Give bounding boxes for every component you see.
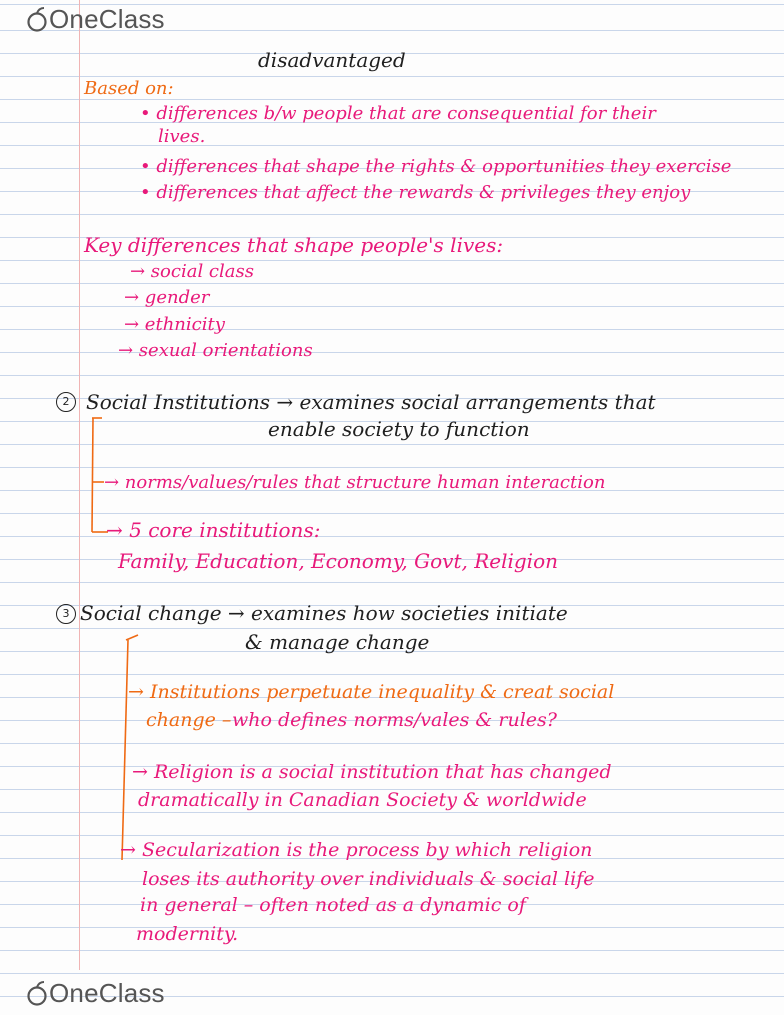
based-on-bullet-3: • differences that affect the rewards & privileges they enjoy xyxy=(140,184,690,202)
social-change-point-3-cont-2: in general – often noted as a dynamic of xyxy=(140,894,526,916)
social-change-point-2-cont: dramatically in Canadian Society & worldwide xyxy=(138,789,587,811)
social-change-point-3-cont-3: modernity. xyxy=(136,923,239,945)
social-change-point-1: → Institutions perpetuate inequality & creat social xyxy=(128,681,615,703)
social-change-title: Social change → examines how societies initiate xyxy=(80,601,568,625)
section-number-2: 2 xyxy=(56,392,76,412)
top-fragment-text: disadvantaged xyxy=(258,48,406,72)
institutions-branch-norms: → norms/values/rules that structure human interaction xyxy=(104,472,606,493)
key-difference-item: → gender xyxy=(124,287,210,308)
oneclass-logo-top xyxy=(26,4,165,35)
oneclass-logo-text: OneClass xyxy=(49,4,165,34)
key-difference-item: → sexual orientations xyxy=(118,340,313,361)
social-institutions-title: Social Institutions → examines social arrangements that xyxy=(86,390,656,414)
notebook-margin-line xyxy=(79,0,80,970)
social-change-point-3: → Secularization is the process by which religion xyxy=(120,839,593,861)
based-on-bullet-2: • differences that shape the rights & opportunities they exercise xyxy=(140,158,731,176)
institutions-branch-core: → 5 core institutions: xyxy=(106,518,321,542)
oneclass-logo-text: OneClass xyxy=(49,978,165,1008)
oneclass-logo-bottom xyxy=(26,978,165,1009)
social-change-title-cont: & manage change xyxy=(245,630,430,654)
social-institutions-title-cont: enable society to function xyxy=(268,417,530,441)
section-number-3: 3 xyxy=(56,604,76,624)
social-change-point-1-question: who defines norms/vales & rules? xyxy=(232,709,557,731)
oneclass-logo-icon xyxy=(26,981,48,1007)
social-change-point-1-cont: change – xyxy=(146,709,232,731)
social-change-point-3-cont-1: loses its authority over individuals & social life xyxy=(142,868,595,890)
key-difference-item: → social class xyxy=(130,261,254,282)
key-differences-heading: Key differences that shape people's lives: xyxy=(84,233,504,257)
oneclass-logo-icon xyxy=(26,7,48,33)
based-on-bullet-1: • differences b/w people that are consequential for their xyxy=(140,105,656,123)
based-on-bullet-1-cont: lives. xyxy=(158,126,206,147)
social-change-point-2: → Religion is a social institution that has changed xyxy=(132,761,612,783)
core-institutions-list: Family, Education, Economy, Govt, Religion xyxy=(118,549,558,573)
based-on-heading: Based on: xyxy=(84,78,174,99)
key-difference-item: → ethnicity xyxy=(124,314,225,335)
